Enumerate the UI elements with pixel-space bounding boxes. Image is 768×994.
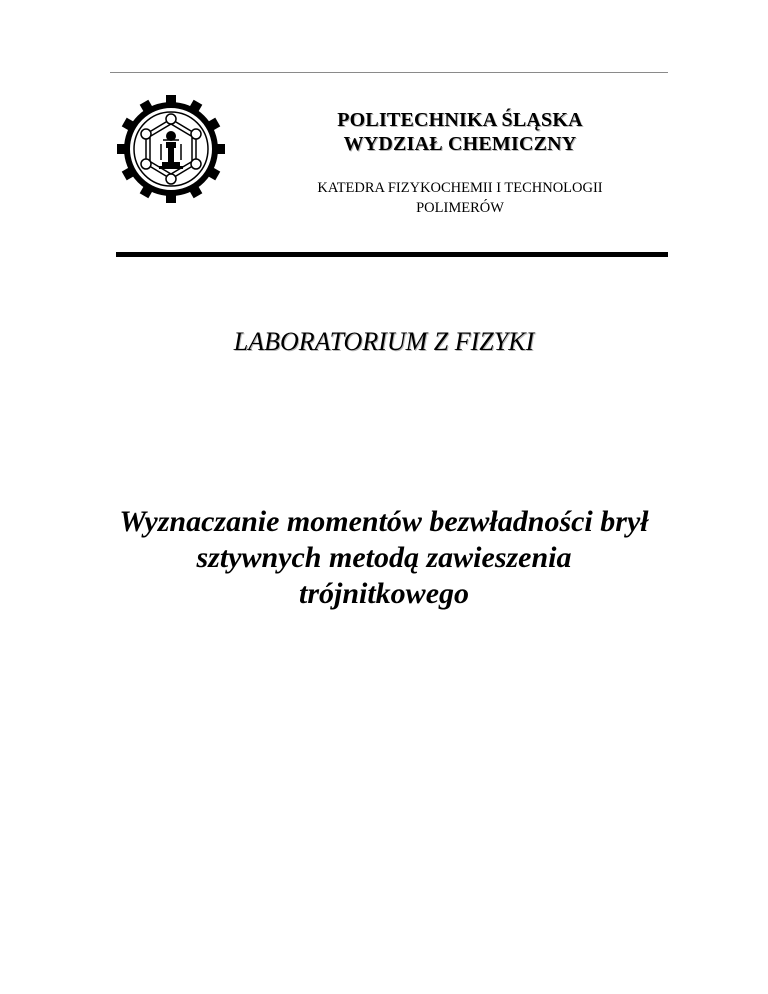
top-divider [110, 72, 668, 73]
department-line-1: KATEDRA FIZYKOCHEMII I TECHNOLOGII [317, 180, 603, 196]
experiment-title-line-2: sztywnych metodą zawieszenia [196, 541, 572, 574]
experiment-title-line-1: Wyznaczanie momentów bezwładności brył [119, 505, 649, 538]
department-name [240, 178, 680, 218]
lab-title: LABORATORIUM Z FIZYKI [233, 327, 535, 356]
header-divider [116, 252, 668, 257]
experiment-title-line-3: trójnitkowego [298, 577, 470, 610]
institution-header [240, 108, 680, 218]
experiment-title [0, 504, 768, 612]
department-line-2: POLIMERÓW [416, 200, 504, 216]
university-emblem-icon [116, 94, 226, 204]
faculty-name: WYDZIAŁ CHEMICZNY [343, 133, 577, 155]
university-name: POLITECHNIKA ŚLĄSKA [337, 109, 583, 131]
